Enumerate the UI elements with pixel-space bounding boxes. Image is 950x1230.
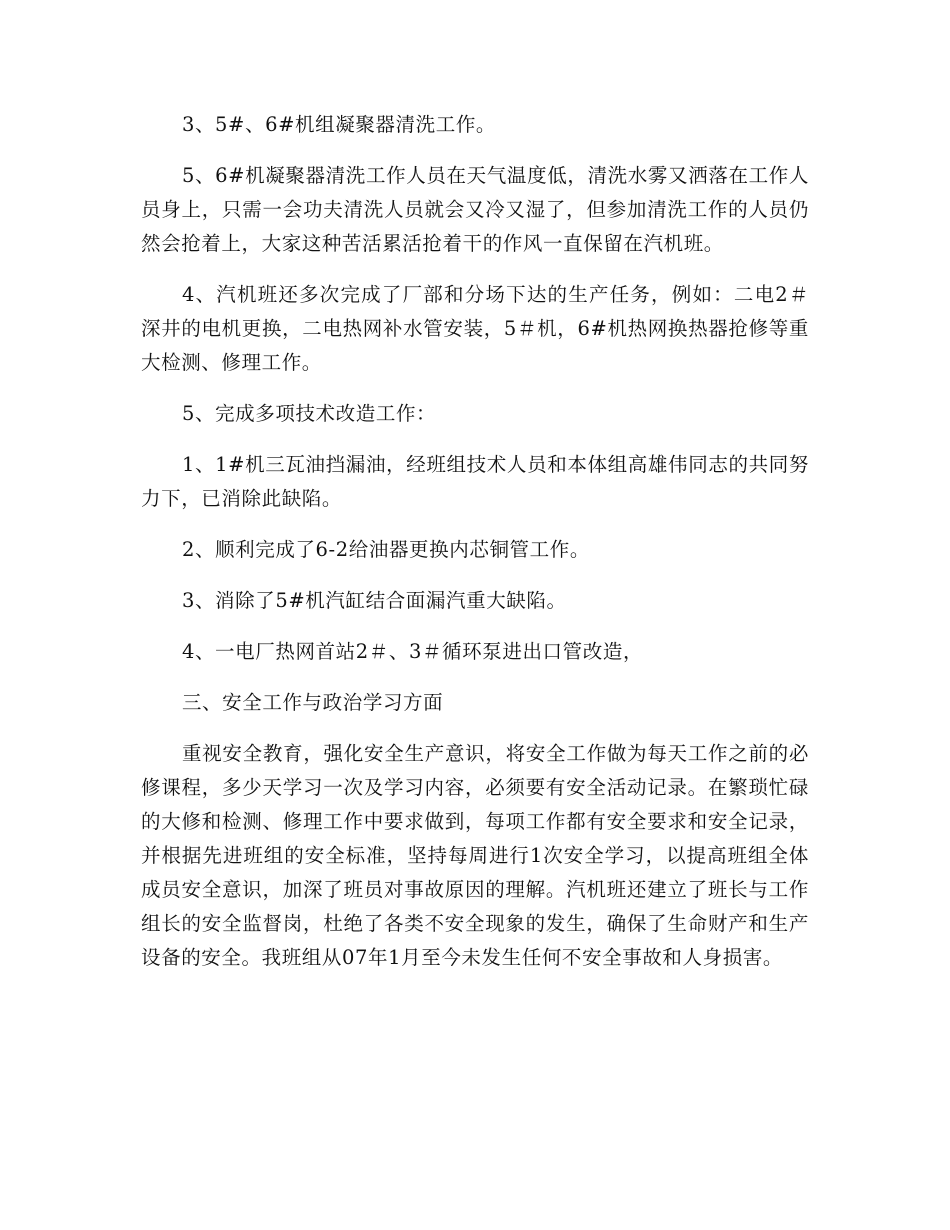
paragraph-improvement-3: 3、消除了5#机汽缸结合面漏汽重大缺陷。 — [181, 589, 567, 612]
document-body — [141, 108, 809, 992]
paragraph-condenser-cleaning-detail: 5、6#机凝聚器清洗工作人员在天气温度低，清洗水雾又洒落在工作人员身上，只需一会功夫清洗人员就会又冷又湿了，但参加清洗工作的人员仍然会抢着上，大家这种苦活累活抢着干的作风一直保留在汽机班。 — [141, 164, 809, 255]
paragraph-improvement-1: 1、1#机三瓦油挡漏油，经班组技术人员和本体组高雄伟同志的共同努力下，已消除此缺陷。 — [141, 453, 809, 510]
paragraph-improvement-2: 2、顺利完成了6-2给油器更换内芯铜管工作。 — [181, 538, 590, 561]
paragraph-condenser-cleaning-heading: 3、5#、6#机组凝聚器清洗工作。 — [181, 113, 497, 136]
section-heading-safety: 三、安全工作与政治学习方面 — [181, 691, 444, 714]
paragraph-safety-education: 重视安全教育，强化安全生产意识，将安全工作做为每天工作之前的必修课程，多少天学习一次及学习内容，必须要有安全活动记录。在繁琐忙碌的大修和检测、修理工作中要求做到，每项工作都有安全要求和安全记录，并根据先进班组的安全标准，坚持每周进行1次安全学习，以提高班组全体成员安全意识，加深了班员对事故原因的理解。汽机班还建立了班长与工作组长的安全监督岗，杜绝了各类不安全现象的发生，确保了生命财产和生产设备的安全。我班组从07年1月至今未发生任何不安全事故和人身损害。 — [141, 742, 809, 969]
paragraph-production-tasks: 4、汽机班还多次完成了厂部和分场下达的生产任务，例如：二电2＃深井的电机更换，二电热网补水管安装，5＃机，6#机热网换热器抢修等重大检测、修理工作。 — [141, 283, 809, 374]
paragraph-tech-improvements-heading: 5、完成多项技术改造工作： — [181, 402, 437, 425]
paragraph-improvement-4: 4、一电厂热网首站2＃、3＃循环泵进出口管改造， — [181, 640, 644, 663]
